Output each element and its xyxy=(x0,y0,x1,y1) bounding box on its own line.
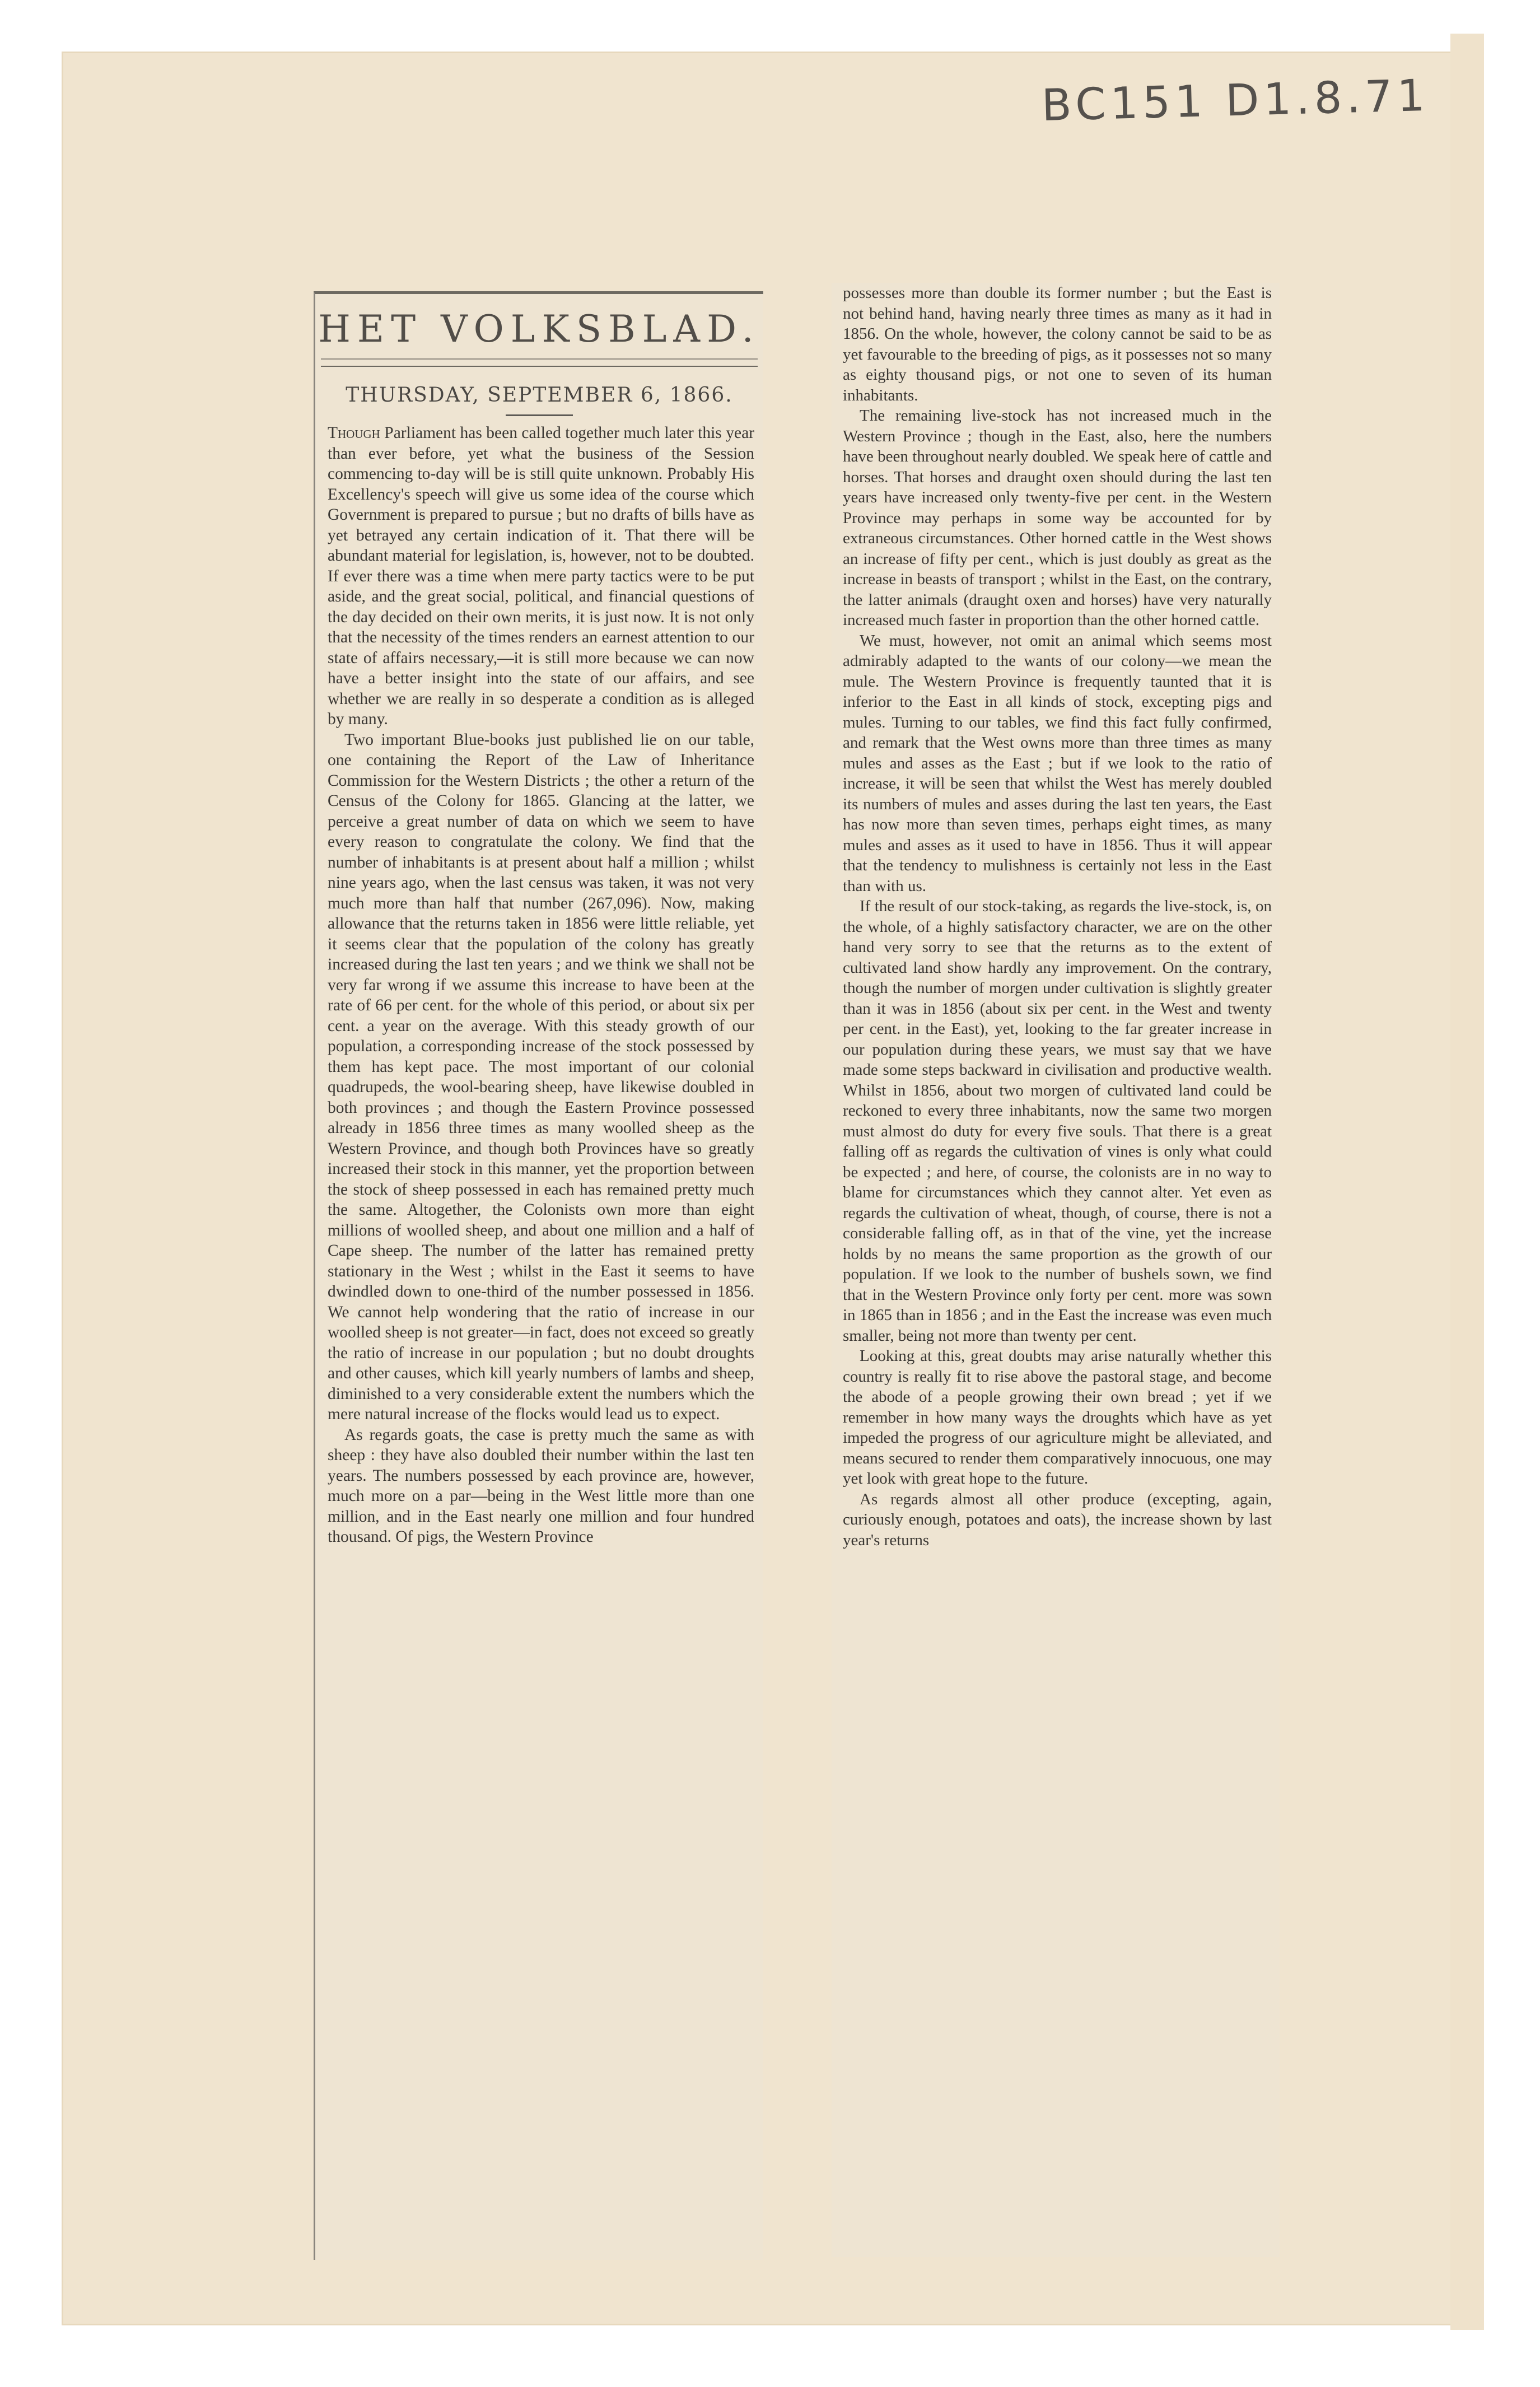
paragraph: Looking at this, great doubts may arise naturally whether this country is really fit to rise above the pastoral stage, and become the abode of a people growing their own bread ; yet if we remember in how many ways the droughts which have as yet impeded the progress of our agriculture might be alleviated, and means secured to render them comparatively innocuous, one may yet look with great hope to the future. xyxy=(843,1347,1272,1488)
dateline-rule xyxy=(506,414,573,416)
paragraph: possesses more than double its former number ; but the East is not behind hand, having nearly three times as many as it had in 1856. On the whole, however, the colony cannot be said to be as yet favourable to the breeding of pigs, as it possesses not so many as eighty thousand pigs, or not one to seven of its human inhabitants. xyxy=(843,284,1272,404)
paragraph: Two important Blue-books just published lie on our table, one containing the Report of the Law of Inheritance Commission for the Western Districts ; the other a return of the Census of the Colony for 1865. Glancing at the latter, we perceive a great number of data on which we seem to have every reason to congratulate the colony. We find that the number of inhabitants is at present about half a million ; whilst nine years ago, when the last census was taken, it was not very much more than half that number (267,096). Now, making allowance that the returns taken in 1856 were little reliable, yet it seems clear that the population of the colony has greatly increased during the last ten years ; and we think we shall not be very far wrong if we assume this increase to have been at the rate of 66 per cent. for the whole of this period, or about six per cent. a year on the average. With this steady growth of our population, a corresponding increase of the stock possessed by them has kept pace. The most important of our colonial quadrupeds, the wool-bearing sheep, have likewise doubled in both provinces ; and though the Eastern Province possessed already in 1856 three times as many woolled sheep as the Western Province, and though both Provinces have so greatly increased their stock in this manner, yet the proportion between the stock of sheep possessed in each has remained pretty much the same. Altogether, the Colonists own more than eight millions of woolled sheep, and about one million and a half of Cape sheep. The number of the latter has remained pretty stationary in the West ; whilst in the East it seems to have dwindled down to one-third of the number possessed in 1856. We cannot help wondering that the ratio of increase in our woolled sheep is not greater—in fact, does not exceed so greatly the ratio of increase in our population ; but no doubt droughts and other causes, which kill yearly numbers of lambs and sheep, diminished to a very considerable extent the numbers which the mere natural increase of the flocks would lead us to expect. xyxy=(328,730,754,1423)
paragraph: The remaining live-stock has not increased much in the Western Province ; though in the East, also, here the numbers have been throughout nearly doubled. We speak here of cattle and horses. That horses and draught oxen should during the last ten years have increased only twenty-five per cent. in the Western Province may perhaps in some way be accounted for by extraneous circumstances. Other horned cattle in the West shows an increase of fifty per cent., which is just doubly as great as the increase in beasts of transport ; whilst in the East, on the contrary, the latter animals (draught oxen and horses) have very naturally increased much faster in proportion than the other horned cattle. xyxy=(843,407,1272,629)
right-column-text xyxy=(832,283,1280,1550)
paragraph: As regards goats, the case is pretty much the same as with sheep : they have also doubled their number within the last ten years. The numbers possessed by each province are, however, much more on a par—being in the West little more than one million, and in the East nearly one million and four hundred thousand. Of pigs, the Western Province xyxy=(328,1425,754,1546)
paragraph: We must, however, not omit an animal which seems most admirably adapted to the wants of our colony—we mean the mule. The Western Province is frequently taunted that it is inferior to the East in all kinds of stock, excepting pigs and mules. Turning to our tables, we find this fact fully confirmed, and remark that the West owns more than three times as many mules and asses as the East ; but if we look to the ratio of increase, it will be seen that whilst the West has merely doubled its numbers of mules and asses during the last ten years, the East has now more than seven times, perhaps eight times, as many mules and asses as it used to have in 1856. Thus it will appear that the tendency to mulishness is certainly not less in the East than with us. xyxy=(843,631,1272,895)
clipping-right xyxy=(832,283,1280,2257)
left-column-text xyxy=(315,423,763,1547)
archive-reference: BC151 D1.8.71 xyxy=(1040,70,1430,132)
masthead-rule xyxy=(321,358,758,367)
clipping-left xyxy=(314,291,763,2260)
lead-word: Though xyxy=(328,424,380,442)
masthead: HET VOLKSBLAD. xyxy=(318,307,760,351)
paragraph: Though Parliament has been called together much later this year than ever before, yet what the business of the Session commencing to-day will be is still quite unknown. Probably His Excellency's speech will give us some idea of the course which Government is prepared to pursue ; but no drafts of bills have as yet betrayed any certain indication of it. That there will be abundant material for legislation, is, however, not to be doubted. If ever there was a time when mere party tactics were to be put aside, and the great social, political, and financial questions of the day decided on their own merits, it is just now. It is not only that the necessity of the times renders an earnest attention to our state of affairs necessary,—it is still more because we can now have a better insight into the state of our affairs, and see whether we are really in so desperate a condition as is alleged by many. xyxy=(328,424,754,728)
paragraph: If the result of our stock-taking, as regards the live-stock, is, on the whole, of a highly satisfactory character, we are on the other hand very sorry to see that the returns as to the extent of cultivated land show hardly any improvement. On the contrary, though the number of morgen under cultivation is slightly greater than it was in 1856 (about six per cent. in the West and twenty per cent. in the East), yet, looking to the far greater increase in our population during these years, we must say that we have made some steps backward in civilisation and productive wealth. Whilst in 1856, about two morgen of cultivated land could be reckoned to every three inhabitants, now the same two morgen must almost do duty for every five souls. That there is a great falling off as regards the cultivation of vines is only what could be expected ; and here, of course, the colonists are in no way to blame for circumstances which they cannot alter. Yet even as regards the cultivation of wheat, though, of course, there is not a considerable falling off, as in that of the vine, yet the increase holds by no means the same proportion as the growth of our population. If we look to the number of bushels sown, we find that in the Western Province only forty per cent. more was sown in 1865 than in 1856 ; and in the East the increase was even much smaller, being not more than twenty per cent. xyxy=(843,897,1272,1345)
dateline: THURSDAY, SEPTEMBER 6, 1866. xyxy=(346,384,733,407)
paragraph: As regards almost all other produce (excepting, again, curiously enough, potatoes and oats), the increase shown by last year's returns xyxy=(843,1490,1272,1549)
sheet-edge xyxy=(1450,34,1484,2330)
